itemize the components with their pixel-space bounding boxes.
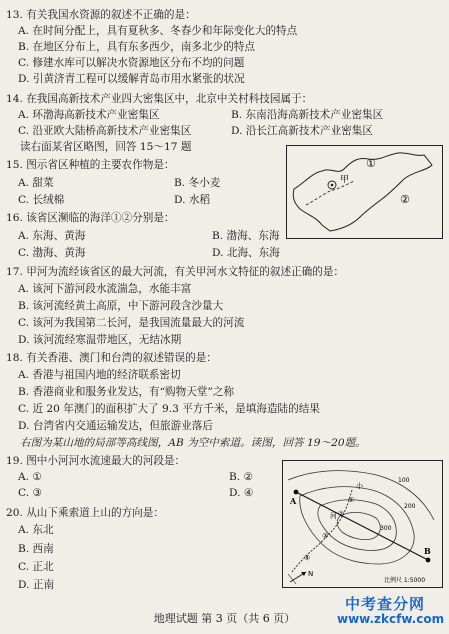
river-label: 小 — [356, 482, 363, 490]
contour-label-300: 300 — [380, 525, 392, 532]
q16-stem: 16. 该省区濒临的海洋①②分别是： — [6, 212, 175, 224]
map2-label-a: A — [290, 496, 297, 506]
q14-option-d: D. 沿长江高新技术产业密集区 — [231, 125, 373, 137]
q17-stem: 17. 甲河为流经该省区的最大河流，有关甲河水文特征的叙述正确的是： — [6, 266, 345, 278]
intro-19-20: 右图为某山地的局部等高线图，AB 为空中索道。读图，回答 19～20题。 — [20, 437, 366, 449]
segment-4: ④ — [304, 554, 311, 562]
q18-option-d: D. 台湾省内交通运输发达，但旅游业落后 — [18, 420, 213, 432]
q18-option-a: A. 香港与祖国内地的经济联系密切 — [18, 369, 181, 381]
watermark-url: www.zkcfw.com — [337, 612, 445, 626]
contour-map — [282, 460, 443, 588]
q13-option-d: D. 引黄济青工程可以缓解青岛市用水紧张的状况 — [18, 73, 245, 85]
north-arrow-icon — [288, 572, 306, 584]
map1-sea1-label: ① — [366, 157, 376, 170]
q20-option-a: A. 东北 — [18, 524, 54, 536]
q14-option-b: B. 东南沿海高新技术产业密集区 — [231, 109, 384, 121]
q17-option-a: A. 该河下游河段水流湍急，水能丰富 — [18, 283, 192, 295]
q13-option-a: A. 在时间分配上，具有夏秋多、冬春少和年际变化大的特点 — [18, 25, 298, 37]
q16-option-a: A. 东海、黄海 — [18, 230, 86, 242]
q18-stem: 18. 有关香港、澳门和台湾的叙述错误的是： — [6, 352, 217, 364]
q20-option-d: D. 正南 — [18, 579, 55, 591]
q15-option-a: A. 甜菜 — [18, 177, 54, 189]
q20-option-b: B. 西南 — [18, 543, 54, 555]
q19-stem: 19. 图中小河河水流速最大的河段是： — [6, 455, 186, 467]
q18-option-b: B. 香港商业和服务业发达，有“购物天堂”之称 — [18, 386, 235, 398]
q19-option-d: D. ④ — [229, 487, 254, 499]
segment-2: ② — [338, 510, 345, 518]
q17-option-c: C. 该河为我国第二长河，是我国流量最大的河流 — [18, 317, 245, 329]
page-footer: 地理试题 第 3 页（共 6 页） — [153, 612, 296, 625]
river-label-2: 河 — [330, 512, 337, 520]
q13-option-b: B. 在地区分布上，具有东多西少，南多北少的特点 — [18, 41, 255, 53]
north-label: N — [308, 570, 314, 578]
q20-stem: 20. 从山下乘索道上山的方向是： — [6, 507, 164, 519]
q20-option-c: C. 正北 — [18, 561, 54, 573]
q15-stem: 15. 图示省区种植的主要农作物是： — [6, 159, 175, 171]
contour-label-200: 200 — [404, 503, 416, 510]
province-map — [286, 145, 443, 239]
q18-option-c: C. 近 20 年澳门的面积扩大了 9.3 平方千米，是填海造陆的结果 — [18, 403, 320, 415]
q19-option-c: C. ③ — [18, 487, 42, 499]
q19-option-b: B. ② — [229, 471, 254, 483]
map2-label-b: B — [424, 546, 431, 556]
intro-15-17: 读右面某省区略图，回答 15～17 题 — [20, 141, 192, 153]
q13-option-c: C. 修建水库可以解决水资源地区分布不均的问题 — [18, 57, 245, 69]
q15-option-b: B. 冬小麦 — [174, 177, 221, 189]
q13-stem: 13. 有关我国水资源的叙述不正确的是： — [6, 9, 196, 21]
q16-option-d: D. 北海、东海 — [212, 247, 280, 259]
q15-option-d: D. 水稻 — [174, 194, 211, 206]
q17-option-d: D. 该河流经寒温带地区，无结冰期 — [18, 334, 182, 346]
watermark-name: 中考查分网 — [345, 595, 426, 613]
segment-1: ① — [348, 496, 355, 504]
map1-river-label: 甲 — [340, 175, 350, 185]
q14-option-c: C. 沿亚欧大陆桥高新技术产业密集区 — [18, 125, 192, 137]
map-scale: 比例尺 1:5000 — [384, 577, 426, 584]
q14-stem: 14. 在我国高新技术产业四大密集区中，北京中关村科技园属于： — [6, 93, 313, 105]
q16-option-b: B. 渤海、东海 — [212, 230, 280, 242]
contour-label-100: 100 — [398, 477, 410, 484]
q15-option-c: C. 长绒棉 — [18, 194, 65, 206]
q16-option-c: C. 渤海、黄海 — [18, 247, 86, 259]
segment-3: ③ — [322, 532, 329, 540]
q19-option-a: A. ① — [18, 471, 42, 483]
map1-sea2-label: ② — [400, 193, 410, 206]
q17-option-b: B. 该河流经黄土高原，中下游河段含沙量大 — [18, 300, 224, 312]
q14-option-a: A. 环渤海高新技术产业密集区 — [18, 109, 160, 121]
